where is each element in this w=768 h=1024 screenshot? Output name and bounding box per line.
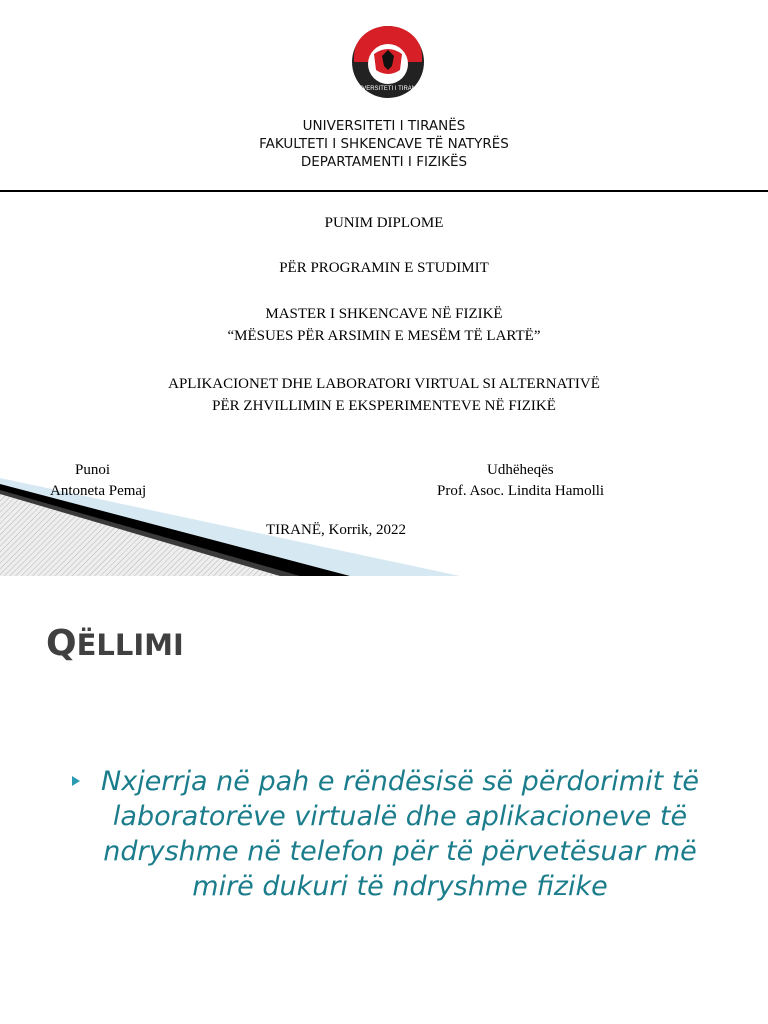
author-name: Antoneta Pemaj <box>50 483 147 499</box>
thesis-type: PUNIM DIPLOME <box>324 215 444 231</box>
department-name: DEPARTAMENTI I FIZIKËS <box>300 154 468 170</box>
master-line-1: MASTER I SHKENCAVE NË FIZIKË <box>265 306 503 322</box>
thesis-title-line-2: PËR ZHVILLIMIN E EKSPERIMENTEVE NË FIZIKË <box>212 398 556 414</box>
header-divider <box>0 190 768 192</box>
slide-title <box>46 623 184 664</box>
university-header <box>0 117 768 171</box>
slide-title-rest: ËLLIMI <box>76 628 184 662</box>
author-label: Punoi <box>75 462 111 478</box>
university-logo <box>346 26 430 98</box>
faculty-name: FAKULTETI I SHKENCAVE TË NATYRËS <box>259 136 509 152</box>
university-name: UNIVERSITETI I TIRANËS <box>302 118 466 134</box>
supervisor-name: Prof. Asoc. Lindita Hamolli <box>437 483 605 499</box>
logo-ring-text: UNIVERSITETI I TIRANËS <box>351 86 425 92</box>
thesis-title-line-1: APLIKACIONET DHE LABORATORI VIRTUAL SI ALTERNATIVË <box>168 376 600 392</box>
slide-title-initial: Q <box>46 623 77 664</box>
master-line-2: “MËSUES PËR ARSIMIN E MESËM TË LARTË” <box>227 328 541 344</box>
bullet-text: Nxjerrja në pah e rëndësisë së përdorimit të laboratorëve virtualë dhe aplikacioneve të ndryshme në telefon për të përvetësuar më mirë dukuri të ndryshme fizike <box>101 766 699 902</box>
program-line: PËR PROGRAMIN E STUDIMIT <box>279 260 489 276</box>
supervisor-label: Udhëheqës <box>487 462 554 478</box>
place-date: TIRANË, Korrik, 2022 <box>266 522 406 538</box>
objective-slide <box>0 576 768 1024</box>
